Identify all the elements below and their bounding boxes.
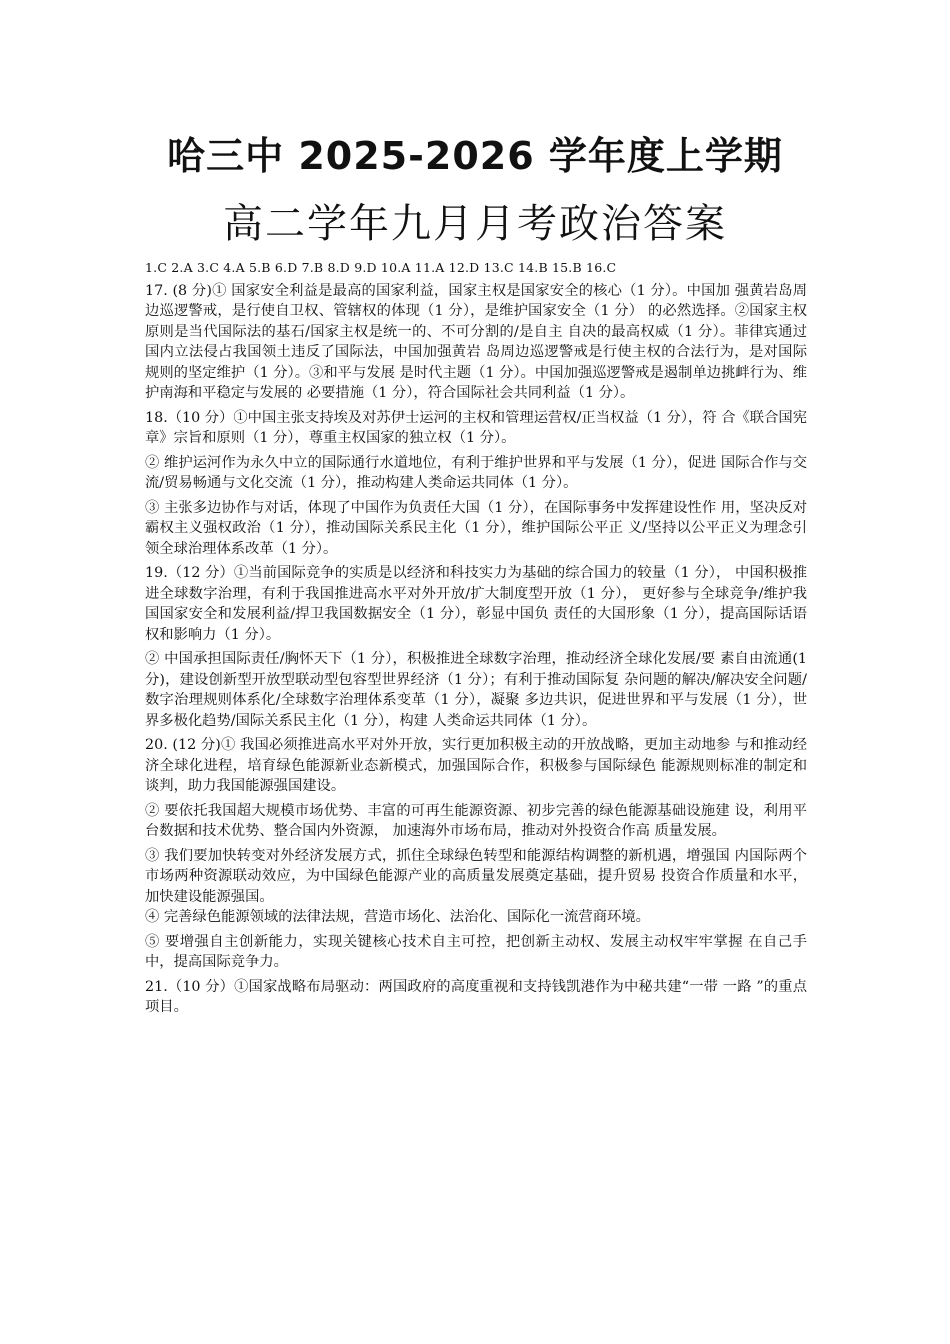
document-title-school-term: 哈三中 2025-2026 学年度上学期 xyxy=(167,134,783,178)
answer-20-paragraph-1: 20. (12 分)① 我国必须推进高水平对外开放，实行更加积极主动的开放战略，更加主动地参 与和推动经济全球化进程，培育绿色能源新业态新模式，加强国际合作，积极参与国际绿色 能源规则标准的制定和谈判，助力我国能源强国建设。 xyxy=(145,737,807,794)
answer-21-paragraph: 21.（10 分）①国家战略布局驱动：两国政府的高度重视和支持钱凯港作为中秘共建“一带 一路 ”的重点项目。 xyxy=(145,978,807,1015)
answer-20-paragraph-2: ② 要依托我国超大规模市场优势、丰富的可再生能源资源、初步完善的绿色能源基础设施建 设，利用平台数据和技术优势、整合国内外资源， 加速海外市场布局，推动对外投资合作高 质量发展。 xyxy=(145,802,807,839)
document-title-exam-subject: 高二学年九月月考政治答案 xyxy=(223,201,727,247)
multiple-choice-answers: 1.C 2.A 3.C 4.A 5.B 6.D 7.B 8.D 9.D 10.A 11.A 12.D 13.C 14.B 15.B 16.C xyxy=(145,260,617,275)
answer-18-paragraph-3: ③ 主张多边协作与对话，体现了中国作为负责任大国（1 分），在国际事务中发挥建设性作 用，坚决反对霸权主义强权政治（1 分），推动国际关系民主化（1 分），维护国际公平正 义/坚持以公平正义为理念引领全球治理体系改革（1 分）。 xyxy=(145,499,807,557)
answer-19-paragraph-2: ② 中国承担国际责任/胸怀天下（1 分），积极推进全球数字治理，推动经济全球化发展/要 素自由流通(1 分)，建设创新型开放型联动型包容型世界经济（1 分）；有利于推动国际复 杂问题的解决/解决安全问题/数字治理规则体系化/全球数字治理体系变革（1 分），凝聚 多边共识，促进世界和平与发展（1 分），世界多极化趋势/国际关系民主化（1 分），构建 人类命运共同体（1 分）。 xyxy=(145,651,807,729)
document-body xyxy=(145,258,807,1022)
answer-18-paragraph-1: 18.（10 分）①中国主张支持埃及对苏伊士运河的主权和管理运营权/正当权益（1 分），符 合《联合国宪章》宗旨和原则（1 分），尊重主权国家的独立权（1 分）。 xyxy=(145,409,807,446)
answer-17-paragraph: 17. (8 分)① 国家安全利益是最高的国家利益，国家主权是国家安全的核心（1 分）。中国加 强黄岩岛周边巡逻警戒，是行使自卫权、管辖权的体现（1 分），是维护国家安全（1 分） 的必然选择。②国家主权原则是当代国际法的基石/国家主权是统一的、不可分割的/是自主 自决的最高权威（1 分）。菲律宾通过国内立法侵占我国领土违反了国际法，中国加强黄岩 岛周边巡逻警戒是行使主权的合法行为，是对国际规则的坚定维护（1 分）。③和平与发展 是时代主题（1 分）。中国加强巡逻警戒是遏制单边挑衅行为、维护南海和平稳定与发展的 必要措施（1 分），符合国际社会共同利益（1 分）。 xyxy=(145,282,807,401)
answer-20-paragraph-5: ⑤ 要增强自主创新能力，实现关键核心技术自主可控，把创新主动权、发展主动权牢牢掌握 在自己手中，提高国际竞争力。 xyxy=(145,933,807,970)
answer-18-paragraph-2: ② 维护运河作为永久中立的国际通行水道地位，有利于维护世界和平与发展（1 分），促进 国际合作与交流/贸易畅通与文化交流（1 分），推动构建人类命运共同体（1 分）。 xyxy=(145,454,807,491)
answer-20-paragraph-4: ④ 完善绿色能源领域的法律法规，营造市场化、法治化、国际化一流营商环境。 xyxy=(145,909,650,925)
answer-19-paragraph-1: 19.（12 分）①当前国际竞争的实质是以经济和科技实力为基础的综合国力的较量（1 分）， 中国积极推进全球数字治理，有利于我国推进高水平对外开放/扩大制度型开放（1 分）， 更好参与全球竞争/维护我国国家安全和发展利益/捍卫我国数据安全（1 分），彰显中国负 责任的大国形象（1 分），提高国际话语权和影响力（1 分）。 xyxy=(145,565,807,643)
answer-20-paragraph-3: ③ 我们要加快转变对外经济发展方式，抓住全球绿色转型和能源结构调整的新机遇，增强国 内国际两个市场两种资源联动效应，为中国绿色能源产业的高质量发展奠定基础，提升贸易 投资合作质量和水平，加快建设能源强国。 xyxy=(145,847,807,905)
